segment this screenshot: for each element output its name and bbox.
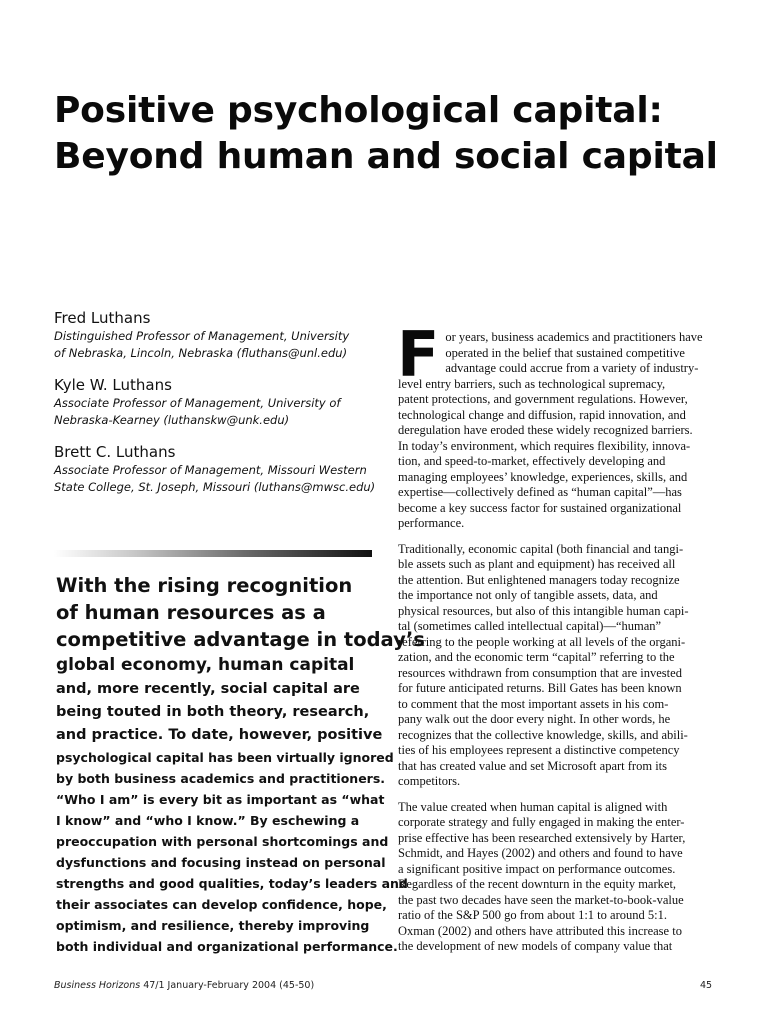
body-line: Traditionally, economic capital (both financial and tangi-	[398, 541, 684, 556]
pull-quote-line: dysfunctions and focusing instead on personal	[56, 855, 386, 870]
article-title	[54, 88, 744, 180]
body-line: resources withdrawn from consumption that are invested	[398, 665, 682, 680]
body-line: performance.	[398, 516, 465, 530]
title-line: Positive psychological capital:	[54, 90, 663, 131]
body-line: managing employees’ knowledge, experiences, skills, and	[398, 469, 688, 484]
body-line: zation, and the economic term “capital” referring to the	[398, 650, 675, 664]
body-line: the importance not only of tangible assets, data, and	[398, 588, 658, 602]
author-block	[54, 375, 374, 429]
body-line: ble assets such as plant and equipment) has received all	[398, 557, 676, 571]
pull-quote-line: of human resources as a	[56, 601, 326, 624]
body-line: ratio of the S&P 500 go from about 1:1 to around 5:1.	[398, 908, 667, 922]
body-line: recognizes that the collective knowledge, skills, and abili-	[398, 727, 688, 742]
author-name: Brett C. Luthans	[54, 443, 176, 461]
page-number: 45	[700, 980, 713, 991]
pull-quote	[56, 572, 425, 957]
body-line: Oxman (2002) and others have attributed this increase to	[398, 923, 682, 938]
body-paragraph	[398, 542, 716, 790]
pull-quote-line: and practice. To date, however, positive	[56, 727, 383, 743]
body-text-column	[397, 318, 716, 965]
pull-quote-line: global economy, human capital	[56, 655, 355, 675]
journal-name: Business Horizons	[54, 980, 141, 991]
body-line: operated in the belief that sustained competitive	[445, 345, 685, 360]
affiliation-line: Distinguished Professor of Management, University	[54, 329, 350, 343]
citation-detail: 47/1 January-February 2004 (45-50)	[140, 980, 315, 991]
body-line: the development of new models of company value that	[398, 939, 673, 953]
body-line: to comment that the most important assets in his com-	[398, 696, 669, 711]
pull-quote-line: preoccupation with personal shortcomings and	[56, 834, 389, 849]
affiliation-line: Associate Professor of Management, Missouri Western	[54, 463, 367, 477]
author-list	[54, 308, 374, 509]
body-line: technological change and diffusion, rapid innovation, and	[398, 407, 686, 422]
affiliation-line: State College, St. Joseph, Missouri (luthans@mwsc.edu)	[54, 480, 376, 494]
author-block	[54, 442, 374, 496]
pull-quote-line: psychological capital has been virtually ignored	[56, 750, 394, 765]
body-line: deregulation have eroded these widely recognized barriers.	[398, 423, 693, 437]
pull-quote-line: and, more recently, social capital are	[56, 681, 360, 697]
author-affiliation	[54, 328, 374, 362]
body-line: become a key success factor for sustained organizational	[398, 500, 682, 515]
drop-cap: F	[397, 318, 440, 391]
footer-citation	[54, 980, 314, 991]
title-line: Beyond human and social capital	[54, 136, 718, 177]
pull-quote-line: their associates can develop confidence, hope,	[56, 897, 387, 912]
body-line: the attention. But enlightened managers today recognize	[398, 572, 680, 587]
body-line: Regardless of the recent downturn in the equity market,	[398, 877, 677, 891]
pull-quote-line: “Who I am” is every bit as important as “what	[56, 792, 385, 807]
author-name: Kyle W. Luthans	[54, 376, 172, 394]
body-line: or years, business academics and practitioners have	[445, 330, 703, 344]
pull-quote-line: by both business academics and practitioners.	[56, 771, 386, 786]
pull-quote-line: competitive advantage in today’s	[56, 628, 425, 651]
author-name: Fred Luthans	[54, 309, 151, 327]
body-line: In today’s environment, which requires flexibility, innova-	[398, 438, 691, 453]
section-divider	[54, 550, 372, 557]
body-line: physical resources, but also of this intangible human capi-	[398, 603, 689, 618]
author-affiliation	[54, 395, 374, 429]
body-line: level entry barriers, such as technological supremacy,	[398, 376, 666, 391]
body-line: corporate strategy and fully engaged in making the enter-	[398, 815, 685, 829]
body-line: pany walk out the door every night. In other words, he	[398, 712, 671, 726]
affiliation-line: of Nebraska, Lincoln, Nebraska (fluthans@unl.edu)	[54, 346, 348, 360]
pull-quote-line: With the rising recognition	[56, 574, 353, 597]
pull-quote-line: both individual and organizational performance.	[56, 939, 398, 954]
body-line: tal (sometimes called intellectual capital)—“human”	[398, 619, 662, 633]
body-line: that has created value and set Microsoft apart from its	[398, 758, 668, 773]
author-affiliation	[54, 462, 374, 496]
body-line: competitors.	[398, 774, 461, 788]
body-line: tion, and speed-to-market, effectively developing and	[398, 454, 666, 468]
body-paragraph	[398, 800, 716, 955]
affiliation-line: Nebraska-Kearney (luthanskw@unk.edu)	[54, 413, 290, 427]
author-block	[54, 308, 374, 362]
body-line: for future anticipated returns. Bill Gates has been known	[398, 681, 682, 695]
pull-quote-line: being touted in both theory, research,	[56, 704, 370, 720]
body-line: prise effective has been researched extensively by Harter,	[398, 830, 686, 845]
body-line: Schmidt, and Hayes (2002) and others and found to have	[398, 846, 683, 860]
body-line: a significant positive impact on performance outcomes.	[398, 861, 676, 876]
body-line: ties of his employees represent a distinctive competency	[398, 743, 680, 757]
pull-quote-line: strengths and good qualities, today’s leaders and	[56, 876, 408, 891]
body-line: advantage could accrue from a variety of industry-	[445, 361, 699, 375]
body-line: the past two decades have seen the market-to-book-value	[398, 892, 684, 907]
body-line: referring to the people working at all levels of the organi-	[398, 634, 686, 649]
pull-quote-line: I know” and “who I know.” By eschewing a	[56, 813, 360, 828]
body-line: The value created when human capital is aligned with	[398, 799, 668, 814]
body-line: expertise—collectively defined as “human capital”—has	[398, 485, 682, 499]
body-paragraph	[397, 318, 716, 532]
affiliation-line: Associate Professor of Management, University of	[54, 396, 341, 410]
body-line: patent protections, and government regulations. However,	[398, 392, 688, 406]
pull-quote-line: optimism, and resilience, thereby improving	[56, 918, 370, 933]
